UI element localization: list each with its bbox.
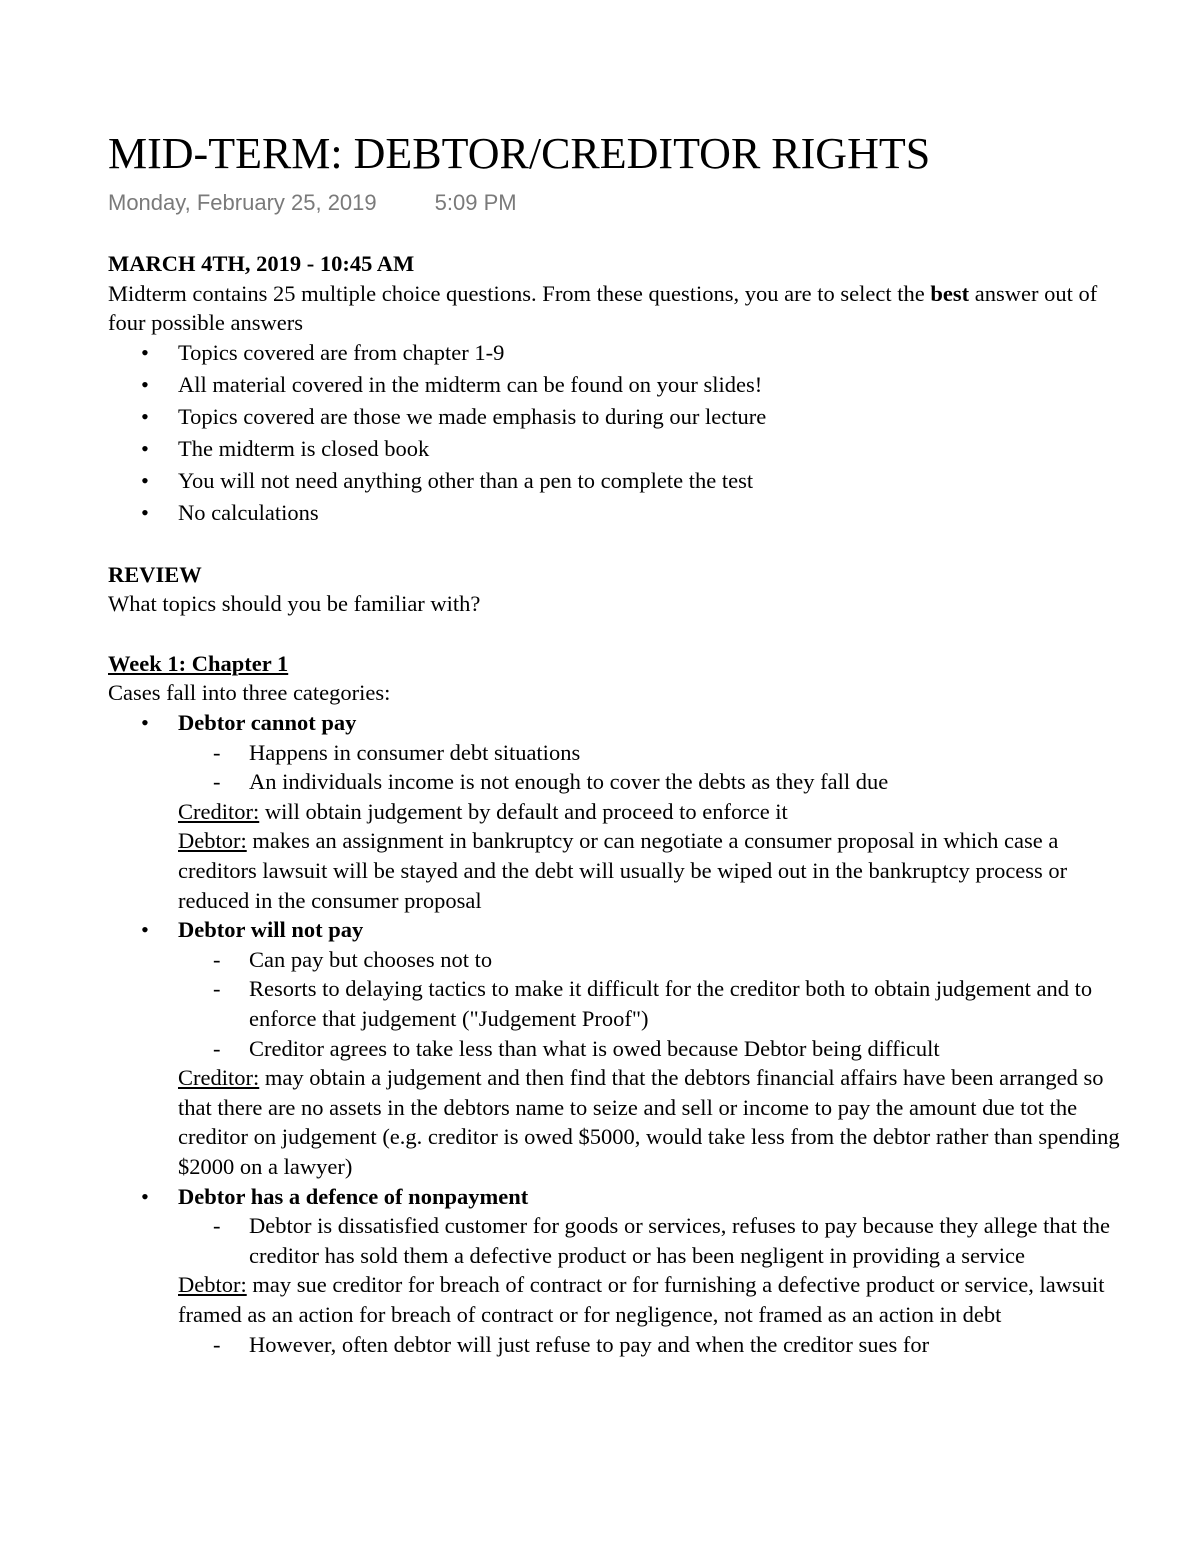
document-page (108, 128, 1128, 1359)
bullet-icon: • (141, 1183, 149, 1209)
dash-icon: - (213, 769, 221, 795)
emphasis-best: best (930, 280, 970, 306)
category-title: Debtor has a defence of nonpayment (178, 1183, 529, 1209)
list-item: - Creditor agrees to take less than what is owed because Debtor being difficult (108, 1034, 1128, 1064)
list-item: - Can pay but chooses not to (108, 945, 1128, 975)
creditor-note: Creditor: will obtain judgement by default and proceed to enforce it (178, 798, 788, 824)
list-item: - However, often debtor will just refuse to pay and when the creditor sues for (108, 1330, 1128, 1360)
exam-bullets (108, 338, 1128, 528)
list-item: • All material covered in the midterm can be found on your slides! (108, 370, 1128, 400)
note-timestamp (108, 188, 1128, 218)
debtor-note: Debtor: makes an assignment in bankruptcy or can negotiate a consumer proposal in which case a creditors lawsuit will be stayed and the debt will usually be wiped out in the bankruptcy process or reduced in the consumer proposal (178, 828, 1068, 913)
bullet-icon: • (141, 403, 149, 429)
dash-icon: - (213, 739, 221, 765)
list-item: • Topics covered are those we made emphasis to during our lecture (108, 402, 1128, 432)
bullet-icon: • (141, 710, 149, 736)
list-item: - Resorts to delaying tactics to make it difficult for the creditor both to obtain judgement and to enforce that judgement ("Judgement Proof") (213, 976, 1093, 1031)
week1-heading: Week 1: Chapter 1 (108, 650, 289, 676)
dash-icon: - (213, 976, 221, 1002)
category-item (108, 708, 1128, 738)
note-time: 5:09 PM (434, 190, 517, 215)
note-body (108, 249, 1128, 1359)
note-date: Monday, February 25, 2019 (108, 190, 377, 215)
review-heading: REVIEW (108, 561, 202, 587)
bullet-icon: • (141, 435, 149, 461)
review-question: What topics should you be familiar with? (108, 591, 481, 617)
bullet-icon: • (141, 917, 149, 943)
category-title: Debtor will not pay (178, 917, 364, 943)
dash-icon: - (213, 1035, 221, 1061)
dash-icon: - (213, 1213, 221, 1239)
category-3-more-details (108, 1330, 1128, 1360)
bullet-icon: • (141, 467, 149, 493)
list-item: • Topics covered are from chapter 1-9 (108, 338, 1128, 368)
dash-icon: - (213, 946, 221, 972)
list-item: • You will not need anything other than a pen to complete the test (108, 466, 1128, 496)
bullet-icon: • (141, 339, 149, 365)
list-item: - Debtor is dissatisfied customer for goods or services, refuses to pay because they allege that the creditor has sold them a defective product or has been negligent in providing a service (213, 1213, 1110, 1268)
list-item: • No calculations (108, 498, 1128, 528)
week1-intro: Cases fall into three categories: (108, 680, 391, 706)
list-item: - An individuals income is not enough to cover the debts as they fall due (108, 767, 1128, 797)
exam-intro: Midterm contains 25 multiple choice questions. From these questions, you are to select the best answer out of four possible answers (108, 280, 1098, 336)
category-item (108, 915, 1128, 945)
bullet-icon: • (141, 499, 149, 525)
list-item: - Happens in consumer debt situations (108, 738, 1128, 768)
category-list (108, 915, 1128, 945)
list-item: • The midterm is closed book (108, 434, 1128, 464)
category-3-details (108, 1211, 1128, 1270)
bullet-icon: • (141, 371, 149, 397)
category-1-details (108, 738, 1128, 797)
category-list (108, 1182, 1128, 1212)
category-list (108, 708, 1128, 738)
category-item (108, 1182, 1128, 1212)
dash-icon: - (213, 1331, 221, 1357)
exam-heading: MARCH 4TH, 2019 - 10:45 AM (108, 251, 415, 276)
creditor-note: Creditor: may obtain a judgement and then find that the debtors financial affairs have been arranged so that there are no assets in the debtors name to seize and sell or income to pay the amount due tot the creditor on judgement (e.g. creditor is owed $5000, would take less from the debtor rather than spending $2000 on a lawyer) (178, 1065, 1120, 1179)
debtor-note: Debtor: may sue creditor for breach of contract or for furnishing a defective product or service, lawsuit framed as an action for breach of contract or for negligence, not framed as an action in debt (178, 1272, 1105, 1327)
page-title: MID-TERM: DEBTOR/CREDITOR RIGHTS (108, 129, 931, 178)
category-title: Debtor cannot pay (178, 710, 357, 736)
category-2-details (108, 945, 1128, 1063)
